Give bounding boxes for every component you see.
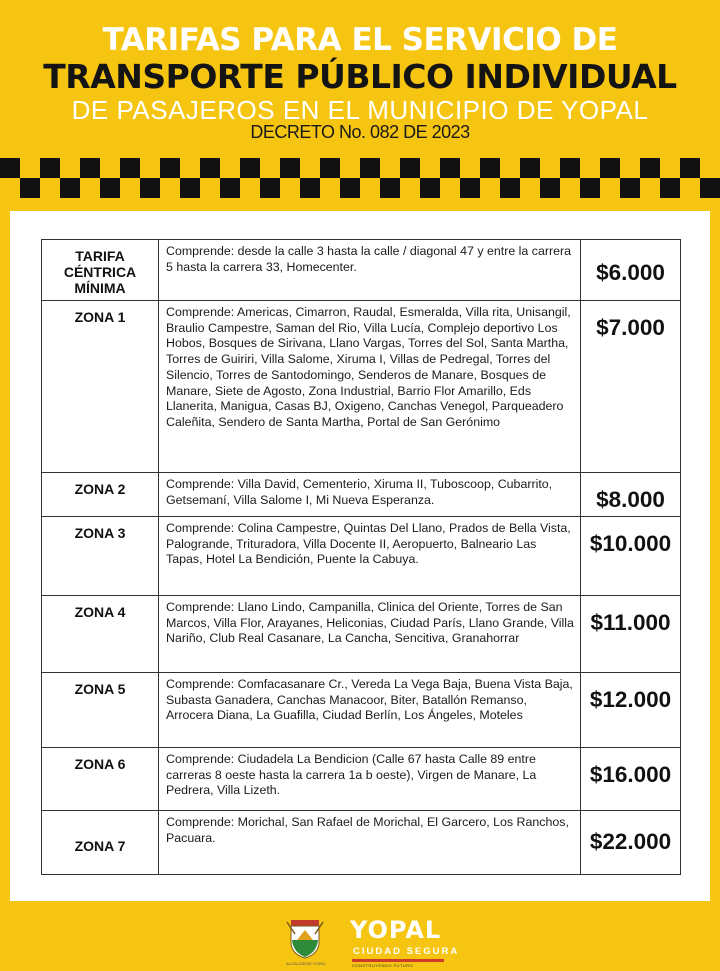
- checker-square: [220, 158, 240, 178]
- checker-row-bottom: [0, 178, 720, 198]
- zone-price: $6.000: [581, 240, 681, 301]
- checker-square: [280, 158, 300, 178]
- checker-square: [260, 158, 280, 178]
- zone-name: ZONA 2: [42, 473, 159, 517]
- zone-description: Comprende: Morichal, San Rafael de Morichal, El Garcero, Los Ranchos, Pacuara.: [159, 811, 581, 875]
- title-line-2: TRANSPORTE PÚBLICO INDIVIDUAL: [43, 57, 677, 96]
- rate-row: [42, 240, 681, 301]
- checker-square: [660, 158, 680, 178]
- checker-square: [460, 178, 480, 198]
- zone-price: $8.000: [581, 473, 681, 517]
- checker-square: [380, 178, 400, 198]
- checker-square: [60, 178, 80, 198]
- checker-square: [340, 158, 360, 178]
- rates-panel: [10, 211, 710, 901]
- checker-square: [640, 178, 660, 198]
- zone-price: $7.000: [581, 301, 681, 473]
- checker-square: [680, 158, 700, 178]
- checker-square: [80, 178, 100, 198]
- checker-square: [520, 158, 540, 178]
- zone-name: ZONA 6: [42, 748, 159, 811]
- checker-square: [0, 178, 20, 198]
- checker-square: [480, 178, 500, 198]
- checker-square: [20, 158, 40, 178]
- checker-square: [400, 158, 420, 178]
- zone-name: ZONA 3: [42, 517, 159, 596]
- checker-square: [440, 158, 460, 178]
- checker-square: [300, 158, 320, 178]
- checker-square: [700, 158, 720, 178]
- checker-square: [0, 158, 20, 178]
- rate-row: [42, 596, 681, 673]
- zone-price: $10.000: [581, 517, 681, 596]
- rate-row: [42, 748, 681, 811]
- checker-square: [360, 178, 380, 198]
- zone-name: ZONA 1: [42, 301, 159, 473]
- checker-square: [360, 158, 380, 178]
- checker-square: [560, 178, 580, 198]
- checker-square: [380, 158, 400, 178]
- checker-square: [580, 178, 600, 198]
- zone-name: ZONA 5: [42, 673, 159, 748]
- checker-square: [700, 178, 720, 198]
- shield-caption: ALCALDÍA DE YOPAL: [286, 961, 326, 966]
- zone-description: Comprende: Americas, Cimarron, Raudal, Esmeralda, Villa rita, Unisangil, Braulio Campestre, Saman del Rio, Villa Lucía, Complejo deportivo Los Hobos, Bosques de Sirivana, Llano Vargas, Torres del Sol, Santa Martha, Torres de Guiriri, Villa Salome, Xiruma I, Villas de Pedregal, Torres del Silencio, Torres de Santodomingo, Senderos de Manare, Bosques de Manare, Siete de Agosto, Zona Industrial, Barrio Flor Amarillo, Eds Llanerita, Manigua, Casas BJ, Oxigeno, Canchas Venegol, Parqueadero Caleñita, Sendero de Santa Martha, Portal de San Gerónimo: [159, 301, 581, 473]
- checker-square: [200, 178, 220, 198]
- checker-square: [600, 178, 620, 198]
- checker-square: [80, 158, 100, 178]
- zone-price: $12.000: [581, 673, 681, 748]
- checker-square: [160, 158, 180, 178]
- zone-description: Comprende: Comfacasanare Cr., Vereda La Vega Baja, Buena Vista Baja, Subasta Ganadera, Canchas Manacoor, Biter, Batallón Remanso, Arrocera Diana, La Guafilla, Ciudad Berlín, Los Ángeles, Moteles: [159, 673, 581, 748]
- checker-square: [300, 178, 320, 198]
- checker-square: [120, 178, 140, 198]
- checker-square: [540, 178, 560, 198]
- checker-square: [460, 158, 480, 178]
- checker-square: [220, 178, 240, 198]
- checker-square: [480, 158, 500, 178]
- checker-square: [260, 178, 280, 198]
- checker-square: [200, 158, 220, 178]
- checker-square: [620, 158, 640, 178]
- checker-square: [120, 158, 140, 178]
- zone-name: ZONA 4: [42, 596, 159, 673]
- checker-square: [560, 158, 580, 178]
- checker-square: [680, 178, 700, 198]
- zone-description: Comprende: Villa David, Cementerio, Xiruma II, Tuboscoop, Cubarrito, Getsemaní, Villa Salome I, Mi Nueva Esperanza.: [159, 473, 581, 517]
- checker-square: [440, 178, 460, 198]
- checker-square: [180, 178, 200, 198]
- checker-square: [140, 158, 160, 178]
- checker-square: [620, 178, 640, 198]
- yopal-logo-subtitle: CIUDAD SEGURA: [353, 946, 460, 957]
- checker-square: [280, 178, 300, 198]
- checker-square: [180, 158, 200, 178]
- checker-square: [660, 178, 680, 198]
- rate-row: [42, 673, 681, 748]
- zone-name: ZONA 7: [42, 811, 159, 875]
- checker-square: [520, 178, 540, 198]
- zone-description: Comprende: desde la calle 3 hasta la calle / diagonal 47 y entre la carrera 5 hasta la carrera 33, Homecenter.: [159, 240, 581, 301]
- checker-square: [160, 178, 180, 198]
- checker-row-top: [0, 158, 720, 178]
- rate-row: [42, 301, 681, 473]
- checker-square: [340, 178, 360, 198]
- zone-description: Comprende: Ciudadela La Bendicion (Calle 67 hasta Calle 89 entre carreras 8 oeste hasta la carrera 1a b oeste), Virgen de Manare, La Pedrera, Villa Lizeth.: [159, 748, 581, 811]
- checker-square: [320, 178, 340, 198]
- decree-reference: DECRETO No. 082 DE 2023: [250, 122, 470, 142]
- checker-square: [40, 178, 60, 198]
- checker-square: [240, 158, 260, 178]
- checker-square: [60, 158, 80, 178]
- checker-square: [420, 158, 440, 178]
- checker-square: [320, 158, 340, 178]
- checker-square: [580, 158, 600, 178]
- checker-square: [420, 178, 440, 198]
- checker-square: [640, 158, 660, 178]
- rates-table: [41, 239, 681, 875]
- zone-price: $16.000: [581, 748, 681, 811]
- checker-square: [240, 178, 260, 198]
- checker-square: [540, 158, 560, 178]
- checker-square: [20, 178, 40, 198]
- title-line-1: TARIFAS PARA EL SERVICIO DE: [102, 22, 618, 58]
- checker-square: [100, 158, 120, 178]
- rate-row: [42, 473, 681, 517]
- checkered-band: [0, 158, 720, 198]
- zone-description: Comprende: Llano Lindo, Campanilla, Clinica del Oriente, Torres de San Marcos, Villa Flor, Arayanes, Heliconias, Ciudad París, Llano Grande, Villa Nariño, Club Real Casanare, La Cancha, Sencitiva, Granahorrar: [159, 596, 581, 673]
- checker-square: [600, 158, 620, 178]
- checker-square: [40, 158, 60, 178]
- yopal-logo-title: YOPAL: [350, 916, 442, 944]
- checker-square: [140, 178, 160, 198]
- logo-divider: [352, 959, 444, 962]
- checker-square: [100, 178, 120, 198]
- footer-logos: [0, 912, 720, 971]
- zone-price: $11.000: [581, 596, 681, 673]
- title-line-3: DE PASAJEROS EN EL MUNICIPIO DE YOPAL: [71, 95, 649, 125]
- checker-square: [500, 158, 520, 178]
- rate-row: [42, 811, 681, 875]
- yopal-logo-tagline: CONSTRUYENDO FUTURO: [352, 963, 414, 968]
- zone-description: Comprende: Colina Campestre, Quintas Del Llano, Prados de Bella Vista, Palogrande, Trituradora, Villa Docente II, Aeropuerto, Balneario Las Tapas, Hotel La Bendición, Puente la Cabuya.: [159, 517, 581, 596]
- zone-price: $22.000: [581, 811, 681, 875]
- zone-name: TARIFA CÉNTRICA MÍNIMA: [42, 240, 159, 301]
- municipal-shield-icon: [285, 918, 325, 960]
- checker-square: [400, 178, 420, 198]
- rate-row: [42, 517, 681, 596]
- checker-square: [500, 178, 520, 198]
